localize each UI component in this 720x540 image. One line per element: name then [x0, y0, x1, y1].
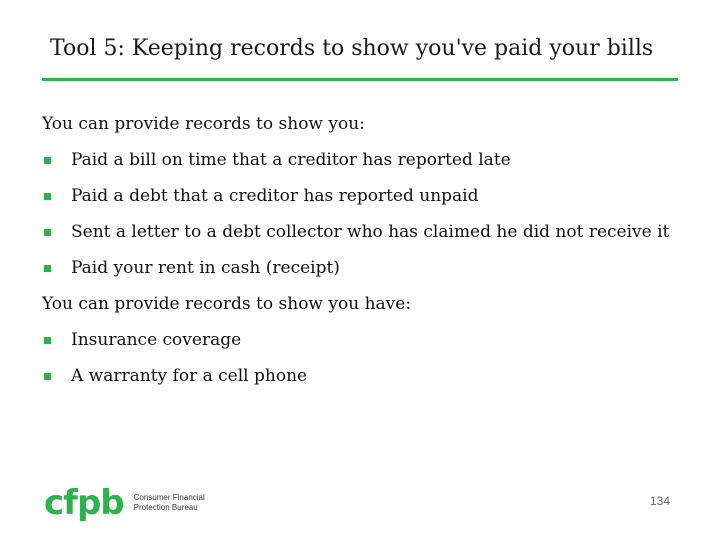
logo-mark: cfpb — [44, 483, 124, 523]
list-item — [42, 366, 307, 386]
section-2-intro: You can provide records to show you have: — [42, 294, 412, 314]
square-bullet-icon — [44, 265, 51, 272]
title-underline — [42, 78, 678, 81]
cfpb-logo — [44, 483, 205, 523]
list-item — [42, 150, 511, 170]
list-item-text: Paid a debt that a creditor has reported unpaid — [71, 186, 479, 206]
square-bullet-icon — [44, 373, 51, 380]
logo-wordmark — [134, 493, 205, 513]
list-item — [42, 330, 241, 350]
list-item — [42, 186, 479, 206]
slide-title: Tool 5: Keeping records to show you've paid your bills — [50, 36, 654, 61]
list-item-text: Insurance coverage — [71, 330, 242, 350]
list-item — [42, 258, 340, 278]
list-item-text: A warranty for a cell phone — [71, 366, 308, 386]
square-bullet-icon — [44, 193, 51, 200]
page-number: 134 — [649, 494, 670, 508]
logo-line-1: Consumer Financial — [133, 493, 205, 502]
list-item-text: Sent a letter to a debt collector who has claimed he did not receive it — [71, 222, 670, 242]
logo-line-2: Protection Bureau — [133, 503, 198, 512]
square-bullet-icon — [44, 229, 51, 236]
list-item-text: Paid your rent in cash (receipt) — [71, 258, 340, 278]
square-bullet-icon — [44, 337, 51, 344]
list-item-text: Paid a bill on time that a creditor has reported late — [71, 150, 511, 170]
section-1-intro: You can provide records to show you: — [42, 114, 365, 134]
list-item — [42, 222, 669, 242]
square-bullet-icon — [44, 157, 51, 164]
